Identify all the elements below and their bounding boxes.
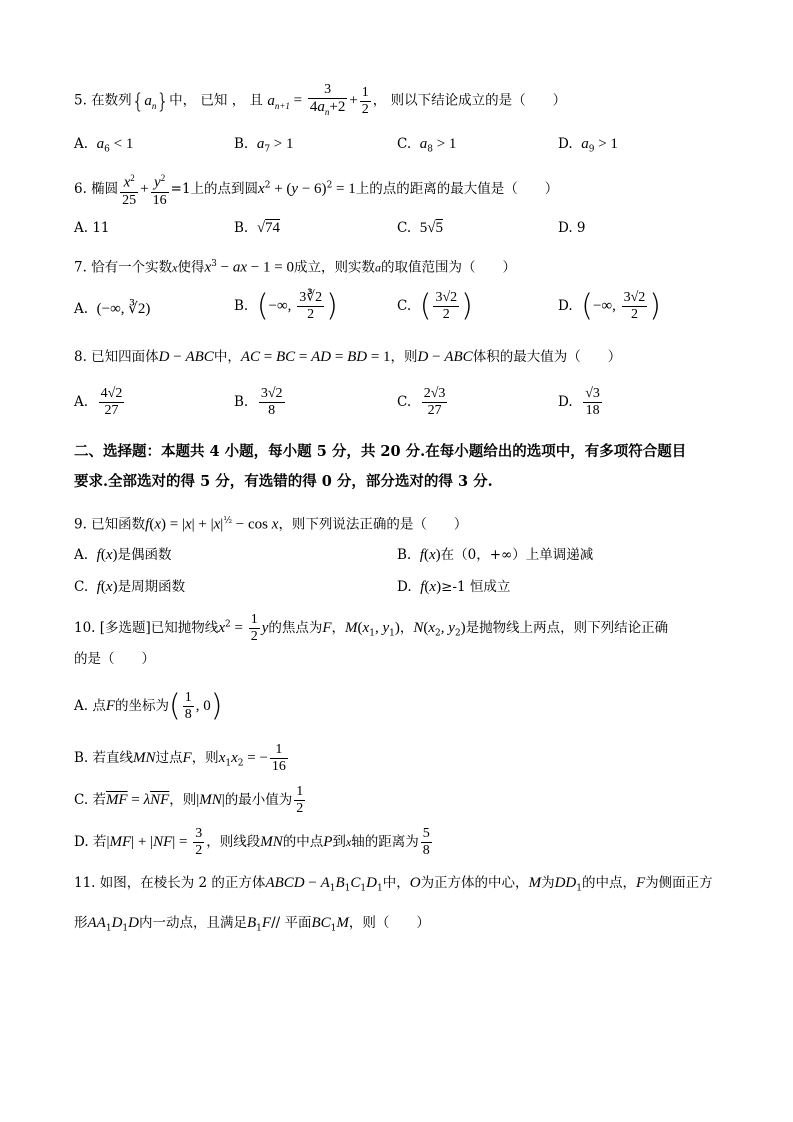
q6-option-b: B. √74: [234, 220, 281, 236]
q7-option-b: B. (−∞, $\frac{3∛2}{2}$ ): [234, 288, 338, 324]
q10-option-c: C. 若$\overline{MF} = \lambda\overline{NF}$，则|MN|的最小值为 $\frac{1}{2}$: [74, 784, 304, 816]
q5-option-d: D. $a_9 > 1$: [558, 136, 618, 155]
q8-stem: 8. 已知四面体D − ABC中，AC = BC = AD = BD = 1，则D − ABC体积的最大值为（ ）: [74, 349, 622, 365]
q7-option-c: C. ( $\frac{3√2}{2}$ ): [397, 288, 473, 324]
q10-option-a: A. 点F的坐标为( $\frac{1}{8}$ , 0): [74, 688, 223, 724]
q7-option-a: A. (−∞, ∛2): [74, 301, 151, 317]
q6-option-d: D. 9: [558, 220, 586, 236]
q8-option-b: B. $\frac{3√2}{8}$: [234, 386, 283, 418]
q10-stem-line2: 的是（ ）: [74, 651, 155, 667]
q6-option-c: C. 5√5: [397, 220, 443, 236]
q8-option-c: C. $\frac{2√3}{27}$: [397, 386, 446, 418]
q6-stem: 6. 椭圆 $\frac{x^2}{25}$ + $\frac{y^2}{16}$ =1上的点到圆$x^2 + (y - 6)^2 = 1$上的点的距离的最大值是（ ）: [74, 170, 558, 209]
q10-option-d: D. 若|MF| + |NF| = $\frac{3}{2}$ ，则线段MN的中点P到x轴的距离为 $\frac{5}{8}$: [74, 826, 430, 858]
q11-stem-line1: 11. 如图，在棱长为 2 的正方体ABCD − $A_1B_1C_1D_1$中，O为正方体的中心，M为$DD_1$的中点，F为侧面正方: [74, 875, 713, 894]
q9-stem: 9. 已知函数$f(x) = |x| + |x|^{\frac{1}{2}} - \cos x$，则下列说法正确的是（ ）: [74, 516, 468, 533]
q8-option-a: A. $\frac{4√2}{27}$: [74, 386, 123, 418]
q5-option-b: B. $a_7 > 1$: [234, 136, 294, 155]
q7-stem: 7. 恰有一个实数x使得$x^3$ − ax − 1 = 0成立，则实数a的取值范围为（ ）: [74, 259, 516, 276]
q8-option-d: D. $\frac{√3}{18}$: [558, 386, 600, 418]
q6-option-a: A. 11: [74, 220, 110, 236]
q5-option-a: A. $a_6 < 1$: [74, 136, 134, 155]
section-2-heading-line1: 二、选择题：本题共 4 小题，每小题 5 分，共 20 分.在每小题给出的选项中，有多项符合题目: [74, 443, 687, 460]
q5-option-c: C. $a_8 > 1$: [397, 136, 457, 155]
q10-option-b: B. 若直线MN过点F，则$x_1x_2$ = − $\frac{1}{16}$: [74, 742, 286, 774]
q9-option-b: B. f(x)在（0，+∞）上单调递减: [397, 547, 594, 563]
q5-stem: 5. 在数列$\{a_n\}$中， 已知 ， 且 $a_{n+1}$ = $\frac{3}{4a_n+2}$ + $\frac{1}{2}$ ， 则以下结论成立的是（ ）: [74, 82, 567, 117]
q11-stem-line2: 形$AA_1D_1D$内一动点，且满足$B_1F//$ 平面$BC_1M$，则（ ）: [74, 915, 430, 934]
q9-option-d: D. f(x)≥-1 恒成立: [397, 579, 511, 595]
section-2-heading-line2: 要求.全部选对的得 5 分，有选错的得 0 分，部分选对的得 3 分.: [74, 473, 493, 490]
q7-option-d: D. (−∞, $\frac{3√2}{2}$ ): [558, 288, 662, 324]
q10-stem: 10. [多选题]已知抛物线$x^2$ = $\frac{1}{2}$ y的焦点为F，$M(x_1$, $y_1$)，$N(x_2$, $y_2$)是抛物线上两点，则下列结论正确: [74, 612, 669, 644]
q9-option-a: A. f(x)是偶函数: [74, 547, 172, 563]
q9-option-c: C. f(x)是周期函数: [74, 579, 186, 595]
